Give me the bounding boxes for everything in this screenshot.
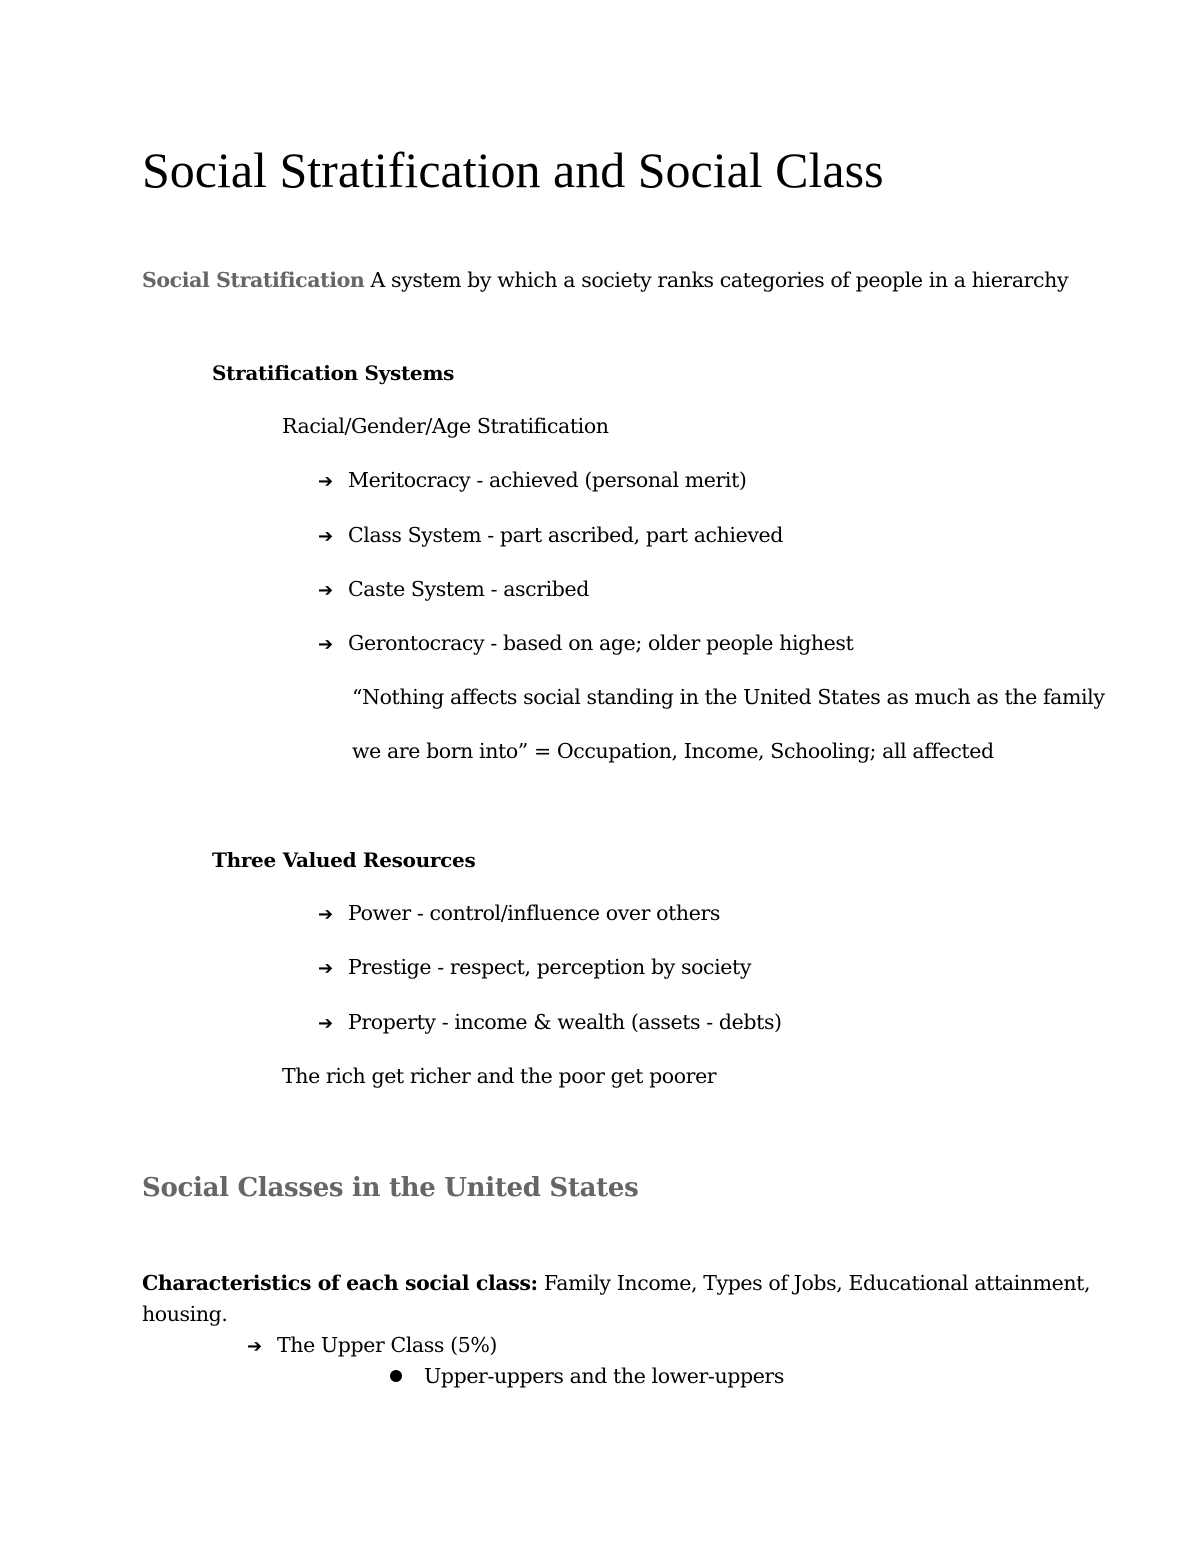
arrow-right-icon: ➔ — [318, 634, 333, 655]
valued-resources-heading: Three Valued Resources — [212, 848, 476, 872]
social-classes-heading: Social Classes in the United States — [142, 1173, 639, 1203]
list-item: ➔ Meritocracy - achieved (personal merit) — [318, 468, 747, 492]
arrow-right-icon: ➔ — [318, 958, 333, 979]
list-item: ➔ Caste System - ascribed — [318, 577, 589, 601]
arrow-right-icon: ➔ — [318, 580, 333, 601]
resources-note: The rich get richer and the poor get poorer — [282, 1064, 717, 1088]
arrow-right-icon: ➔ — [247, 1336, 262, 1357]
list-item: ➔ Class System - part ascribed, part achieved — [318, 523, 783, 547]
quote-line-1: “Nothing affects social standing in the United States as much as the family — [352, 685, 1105, 709]
arrow-right-icon: ➔ — [318, 526, 333, 547]
quote-line-2: we are born into” = Occupation, Income, Schooling; all affected — [352, 739, 994, 763]
definition-term: Social Stratification — [142, 268, 365, 292]
stratification-systems-heading: Stratification Systems — [212, 361, 455, 385]
list-item: ➔ Gerontocracy - based on age; older people highest — [318, 631, 854, 655]
characteristics-text: Family Income, Types of Jobs, Educational attainment, — [543, 1271, 1091, 1295]
bullet-icon — [390, 1370, 402, 1382]
definition-text: A system by which a society ranks categories of people in a hierarchy — [370, 268, 1069, 292]
stratification-subheading: Racial/Gender/Age Stratification — [282, 414, 609, 438]
list-item: ➔ The Upper Class (5%) — [247, 1333, 498, 1357]
list-item: ➔ Power - control/influence over others — [318, 901, 720, 925]
arrow-right-icon: ➔ — [318, 1013, 333, 1034]
arrow-right-icon: ➔ — [318, 904, 333, 925]
characteristics-paragraph — [142, 1271, 1090, 1296]
list-item: ➔ Property - income & wealth (assets - debts) — [318, 1010, 782, 1034]
list-item: ➔ Prestige - respect, perception by society — [318, 955, 752, 979]
list-item: Upper-uppers and the lower-uppers — [390, 1364, 784, 1389]
characteristics-label: Characteristics of each social class: — [142, 1271, 538, 1295]
arrow-right-icon: ➔ — [318, 471, 333, 492]
definition-paragraph — [142, 268, 1068, 293]
page-title: Social Stratification and Social Class — [142, 142, 884, 198]
characteristics-text-cont: housing. — [142, 1302, 228, 1326]
